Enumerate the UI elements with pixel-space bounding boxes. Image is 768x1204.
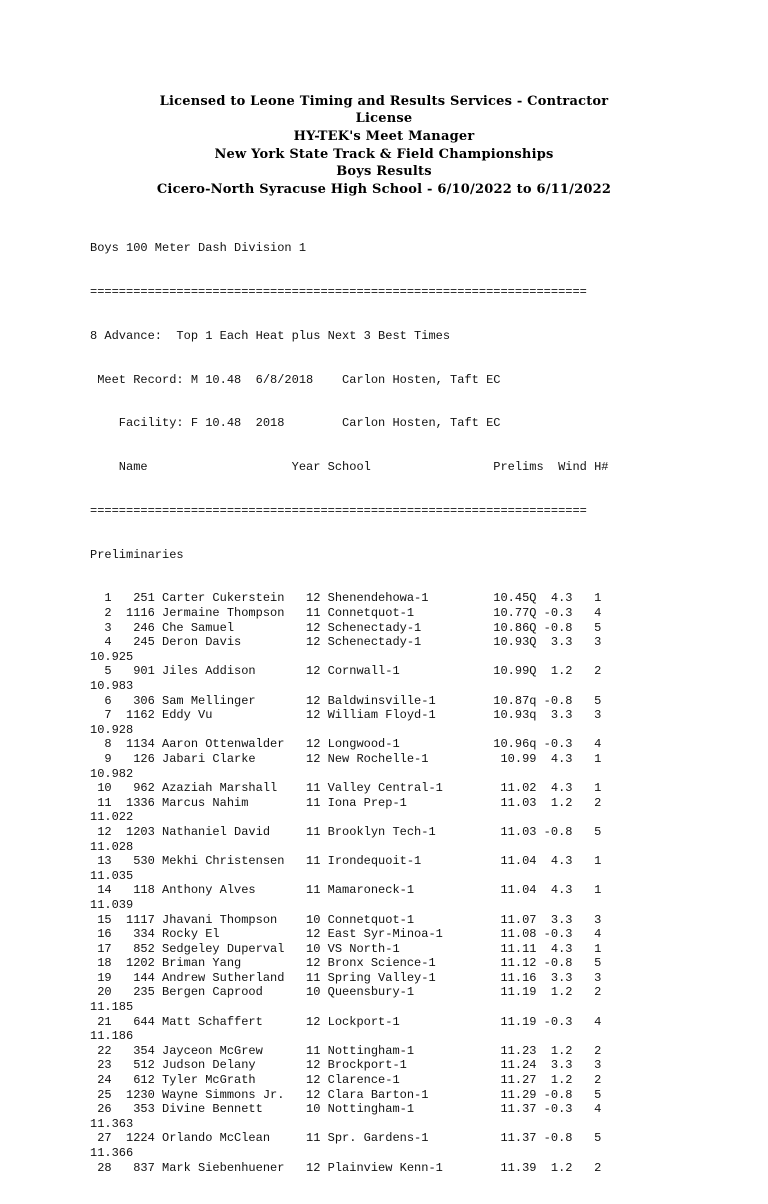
column-headers: Name Year School Prelims Wind H# [90, 460, 609, 475]
result-row: 9 126 Jabari Clarke 12 New Rochelle-1 10.99 4.3 1 [90, 751, 602, 766]
event-title: Boys 100 Meter Dash Division 1 [90, 241, 307, 256]
section-label: Preliminaries [90, 547, 184, 562]
result-row: 16 334 Rocky El 12 East Syr-Minoa-1 11.08 -0.3 4 [90, 927, 602, 942]
result-row: 26 353 Divine Bennett 10 Nottingham-1 11.37 -0.3 4 [90, 1102, 602, 1117]
result-row: 11 1336 Marcus Nahim 11 Iona Prep-1 11.03 1.2 2 [90, 795, 602, 810]
result-row: 10 962 Azaziah Marshall 11 Valley Central-1 11.02 4.3 1 [90, 781, 602, 796]
tie-breaker-time: 11.039 [90, 897, 134, 912]
results-title: Boys Results [336, 164, 432, 179]
result-row: 7 1162 Eddy Vu 12 William Floyd-1 10.93q 3.3 3 [90, 708, 602, 723]
result-row: 15 1117 Jhavani Thompson 10 Connetquot-1 11.07 3.3 3 [90, 912, 602, 927]
result-row: 13 530 Mekhi Christensen 11 Irondequoit-1 11.04 4.3 1 [90, 854, 602, 869]
result-row: 20 235 Bergen Caprood 10 Queensbury-1 11.19 1.2 2 [90, 985, 602, 1000]
tie-breaker-time: 11.186 [90, 1029, 134, 1044]
tie-breaker-time: 11.028 [90, 839, 134, 854]
result-row: 2 1116 Jermaine Thompson 11 Connetquot-1 10.77Q -0.3 4 [90, 606, 602, 621]
result-row: 12 1203 Nathaniel David 11 Brooklyn Tech-1 11.03 -0.8 5 [90, 824, 602, 839]
tie-breaker-time: 11.022 [90, 810, 134, 825]
result-row: 24 612 Tyler McGrath 12 Clarence-1 11.27 1.2 2 [90, 1073, 602, 1088]
result-row: 19 144 Andrew Sutherland 11 Spring Valley-1 11.16 3.3 3 [90, 970, 602, 985]
tie-breaker-time: 10.983 [90, 679, 134, 693]
meet-title: New York State Track & Field Championships [214, 147, 554, 162]
result-row: 28 837 Mark Siebenhuener 12 Plainview Kenn-1 11.39 1.2 2 [90, 1160, 602, 1175]
result-row: 14 118 Anthony Alves 11 Mamaroneck-1 11.04 4.3 1 [90, 883, 602, 898]
result-row: 1 251 Carter Cukerstein 12 Shenendehowa-1 10.45Q 4.3 1 [90, 591, 602, 606]
result-row: 18 1202 Briman Yang 12 Bronx Science-1 11.12 -0.8 5 [90, 956, 602, 971]
tie-breaker-time: 11.363 [90, 1116, 134, 1131]
result-row: 3 246 Che Samuel 12 Schenectady-1 10.86Q -0.8 5 [90, 620, 602, 635]
tie-breaker-time: 10.925 [90, 649, 134, 664]
result-row: 4 245 Deron Davis 12 Schenectady-1 10.93Q 3.3 3 [90, 635, 602, 650]
tie-breaker-time: 10.982 [90, 766, 134, 781]
tie-breaker-time: 11.035 [90, 868, 134, 883]
software-title: HY-TEK's Meet Manager [293, 129, 475, 144]
result-row: 25 1230 Wayne Simmons Jr. 12 Clara Barton-1 11.29 -0.8 5 [90, 1087, 602, 1102]
results-list [90, 591, 608, 1175]
license-line-continued: License [355, 111, 413, 126]
separator-bottom: ===================================================================== [90, 503, 587, 518]
advance-rule: 8 Advance: Top 1 Each Heat plus Next 3 Best Times [90, 328, 451, 343]
separator-top: ===================================================================== [90, 284, 587, 299]
meet-record: Meet Record: M 10.48 6/8/2018 Carlon Hosten, Taft EC [90, 372, 501, 387]
result-row: 21 644 Matt Schaffert 12 Lockport-1 11.19 -0.3 4 [90, 1014, 602, 1029]
facility-record: Facility: F 10.48 2018 Carlon Hosten, Taft EC [90, 416, 501, 431]
result-row: 5 901 Jiles Addison 12 Cornwall-1 10.99Q 1.2 2 [90, 664, 602, 679]
tie-breaker-time: 11.366 [90, 1146, 134, 1160]
result-row: 22 354 Jayceon McGrew 11 Nottingham-1 11.23 1.2 2 [90, 1043, 602, 1058]
result-row: 27 1224 Orlando McClean 11 Spr. Gardens-1 11.37 -0.8 5 [90, 1131, 602, 1146]
result-row: 23 512 Judson Delany 12 Brockport-1 11.24 3.3 3 [90, 1058, 602, 1073]
result-row: 17 852 Sedgeley Duperval 10 VS North-1 11.11 4.3 1 [90, 941, 602, 956]
license-line: Licensed to Leone Timing and Results Services - Contractor [159, 94, 609, 109]
event-block [90, 212, 608, 1204]
tie-breaker-time: 10.928 [90, 722, 134, 737]
result-row: 8 1134 Aaron Ottenwalder 12 Longwood-1 10.96q -0.3 4 [90, 737, 602, 752]
tie-breaker-time: 11.185 [90, 1000, 134, 1015]
result-row: 6 306 Sam Mellinger 12 Baldwinsville-1 10.87q -0.8 5 [90, 693, 602, 708]
venue-dates: Cicero-North Syracuse High School - 6/10/2022 to 6/11/2022 [156, 182, 612, 197]
